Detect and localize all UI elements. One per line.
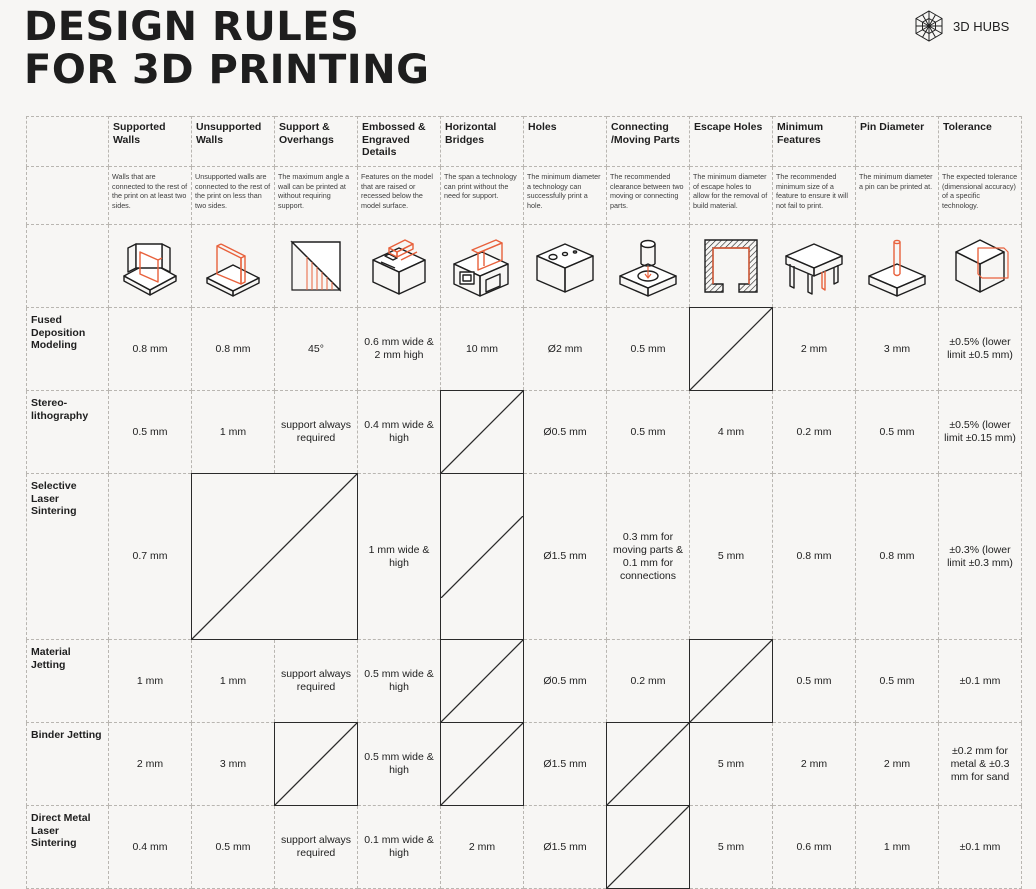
- rule-value: 0.5 mm wide & high: [358, 723, 441, 806]
- not-applicable-diagonal: [607, 723, 689, 805]
- rule-value: 0.1 mm wide & high: [358, 806, 441, 889]
- tolerance-cube-icon: [948, 234, 1012, 298]
- moving-parts-icon: [616, 234, 680, 298]
- rule-value: ±0.5% (lower limit ±0.5 mm): [939, 308, 1022, 391]
- not-applicable-diagonal: [441, 640, 523, 722]
- rule-value: 2 mm: [109, 723, 192, 806]
- rule-value: 0.4 mm: [109, 806, 192, 889]
- rule-value: 2 mm: [773, 723, 856, 806]
- rule-value: Ø0.5 mm: [524, 640, 607, 723]
- rule-value: Ø1.5 mm: [524, 723, 607, 806]
- not-applicable-diagonal: [690, 308, 772, 390]
- rule-value: 3 mm: [192, 723, 275, 806]
- technology-name: Material Jetting: [27, 640, 109, 723]
- rule-value: 10 mm: [441, 308, 524, 391]
- not-applicable-cell: [441, 474, 524, 640]
- supported-wall-icon: [118, 234, 182, 298]
- column-header-row: [27, 117, 1022, 167]
- rule-value: 1 mm wide & high: [358, 474, 441, 640]
- design-rules-table: [26, 116, 1022, 889]
- rule-value: Ø2 mm: [524, 308, 607, 391]
- rule-value: 0.3 mm for moving parts & 0.1 mm for connections: [607, 474, 690, 640]
- pin-icon: [865, 234, 929, 298]
- embossed-detail-icon: [367, 234, 431, 298]
- rule-value: 0.5 mm wide & high: [358, 640, 441, 723]
- column-header: Connecting /Moving Parts: [607, 117, 690, 167]
- column-description: The minimum diameter of escape holes to allow for the removal of build material.: [690, 167, 773, 225]
- rule-value: 1 mm: [109, 640, 192, 723]
- table-row: [27, 640, 1022, 723]
- rule-value: 45°: [275, 308, 358, 391]
- unsupported-wall-icon: [201, 234, 265, 298]
- rule-value: ±0.1 mm: [939, 806, 1022, 889]
- rule-value: 1 mm: [856, 806, 939, 889]
- table-row: [27, 391, 1022, 474]
- not-applicable-diagonal: [441, 516, 523, 598]
- column-description-row: [27, 167, 1022, 225]
- not-applicable-diagonal: [441, 723, 523, 805]
- not-applicable-cell: [275, 723, 358, 806]
- column-header: Support & Overhangs: [275, 117, 358, 167]
- column-header: Unsupported Walls: [192, 117, 275, 167]
- overhang-icon: [284, 234, 348, 298]
- rule-value: 0.5 mm: [109, 391, 192, 474]
- not-applicable-cell: [690, 640, 773, 723]
- rule-value: Ø1.5 mm: [524, 474, 607, 640]
- page-title-line-1: DESIGN RULES: [24, 4, 360, 50]
- column-header: Horizontal Bridges: [441, 117, 524, 167]
- table-row: [27, 474, 1022, 640]
- rule-value: 5 mm: [690, 474, 773, 640]
- not-applicable-cell: [192, 474, 358, 640]
- not-applicable-cell: [441, 391, 524, 474]
- rule-value: 4 mm: [690, 391, 773, 474]
- not-applicable-diagonal: [607, 806, 689, 888]
- brand-logo: [913, 10, 1009, 42]
- not-applicable-diagonal: [441, 391, 523, 473]
- rule-value: 3 mm: [856, 308, 939, 391]
- rule-value: 0.5 mm: [856, 640, 939, 723]
- rule-value: support always required: [275, 806, 358, 889]
- column-description: The expected tolerance (dimensional accuracy) of a specific technology.: [939, 167, 1022, 225]
- column-header: Escape Holes: [690, 117, 773, 167]
- column-icon-row: [27, 225, 1022, 308]
- technology-name: Direct Metal Laser Sintering: [27, 806, 109, 889]
- rule-value: 0.5 mm: [773, 640, 856, 723]
- minimum-feature-icon: [782, 234, 846, 298]
- column-description: Walls that are connected to the rest of the print on at least two sides.: [109, 167, 192, 225]
- not-applicable-cell: [441, 640, 524, 723]
- not-applicable-cell: [607, 723, 690, 806]
- escape-hole-icon: [699, 234, 763, 298]
- rule-value: 2 mm: [856, 723, 939, 806]
- table-row: [27, 308, 1022, 391]
- corner-cell: [27, 117, 109, 167]
- column-description: Features on the model that are raised or recessed below the model surface.: [358, 167, 441, 225]
- technology-name: Selective Laser Sintering: [27, 474, 109, 640]
- rule-value: 5 mm: [690, 723, 773, 806]
- rule-value: 2 mm: [773, 308, 856, 391]
- rule-value: support always required: [275, 391, 358, 474]
- rule-value: 0.5 mm: [192, 806, 275, 889]
- rule-value: 2 mm: [441, 806, 524, 889]
- bridge-icon: [450, 234, 514, 298]
- design-rules-table-wrapper: [26, 116, 1022, 859]
- not-applicable-diagonal: [275, 723, 357, 805]
- rule-value: 0.8 mm: [192, 308, 275, 391]
- rule-value: Ø0.5 mm: [524, 391, 607, 474]
- column-header: Tolerance: [939, 117, 1022, 167]
- column-header: Pin Diameter: [856, 117, 939, 167]
- not-applicable-cell: [607, 806, 690, 889]
- column-header: Holes: [524, 117, 607, 167]
- rule-value: ±0.5% (lower limit ±0.15 mm): [939, 391, 1022, 474]
- page-title-line-2: FOR 3D PRINTING: [24, 47, 430, 93]
- rule-value: 0.6 mm: [773, 806, 856, 889]
- not-applicable-diagonal: [690, 640, 772, 722]
- column-description: The span a technology can print without the need for support.: [441, 167, 524, 225]
- column-description: The recommended minimum size of a feature to ensure it will not fail to print.: [773, 167, 856, 225]
- rule-value: 0.5 mm: [607, 308, 690, 391]
- column-description: Unsupported walls are connected to the rest of the print on less than two sides.: [192, 167, 275, 225]
- hexagon-lattice-logo-icon: [913, 10, 945, 42]
- rule-value: ±0.1 mm: [939, 640, 1022, 723]
- rule-value: 5 mm: [690, 806, 773, 889]
- column-description: The maximum angle a wall can be printed at without requiring support.: [275, 167, 358, 225]
- column-header: Minimum Features: [773, 117, 856, 167]
- not-applicable-cell: [441, 723, 524, 806]
- table-row: [27, 723, 1022, 806]
- not-applicable-diagonal: [192, 474, 357, 639]
- rule-value: 0.2 mm: [607, 640, 690, 723]
- rule-value: 0.6 mm wide & 2 mm high: [358, 308, 441, 391]
- rule-value: ±0.3% (lower limit ±0.3 mm): [939, 474, 1022, 640]
- rule-value: 1 mm: [192, 391, 275, 474]
- rule-value: 0.8 mm: [109, 308, 192, 391]
- rule-value: 0.8 mm: [856, 474, 939, 640]
- rule-value: 0.7 mm: [109, 474, 192, 640]
- rule-value: 0.4 mm wide & high: [358, 391, 441, 474]
- technology-rows: [27, 308, 1022, 889]
- column-header: Supported Walls: [109, 117, 192, 167]
- technology-name: Stereo- lithography: [27, 391, 109, 474]
- column-description: The recommended clearance between two moving or connecting parts.: [607, 167, 690, 225]
- holes-icon: [533, 234, 597, 298]
- column-description: The minimum diameter a technology can successfully print a hole.: [524, 167, 607, 225]
- rule-value: 1 mm: [192, 640, 275, 723]
- rule-value: 0.2 mm: [773, 391, 856, 474]
- corner-cell: [27, 167, 109, 225]
- rule-value: 0.5 mm: [856, 391, 939, 474]
- rule-value: 0.8 mm: [773, 474, 856, 640]
- brand-name: 3D HUBS: [953, 18, 1010, 34]
- rule-value: ±0.2 mm for metal & ±0.3 mm for sand: [939, 723, 1022, 806]
- rule-value: 0.5 mm: [607, 391, 690, 474]
- not-applicable-cell: [690, 308, 773, 391]
- table-row: [27, 806, 1022, 889]
- technology-name: Binder Jetting: [27, 723, 109, 806]
- rule-value: support always required: [275, 640, 358, 723]
- corner-cell: [27, 225, 109, 308]
- rule-value: Ø1.5 mm: [524, 806, 607, 889]
- column-header: Embossed & Engraved Details: [358, 117, 441, 167]
- technology-name: Fused Deposition Modeling: [27, 308, 109, 391]
- column-description: The minimum diameter a pin can be printed at.: [856, 167, 939, 225]
- page-title: [24, 6, 429, 92]
